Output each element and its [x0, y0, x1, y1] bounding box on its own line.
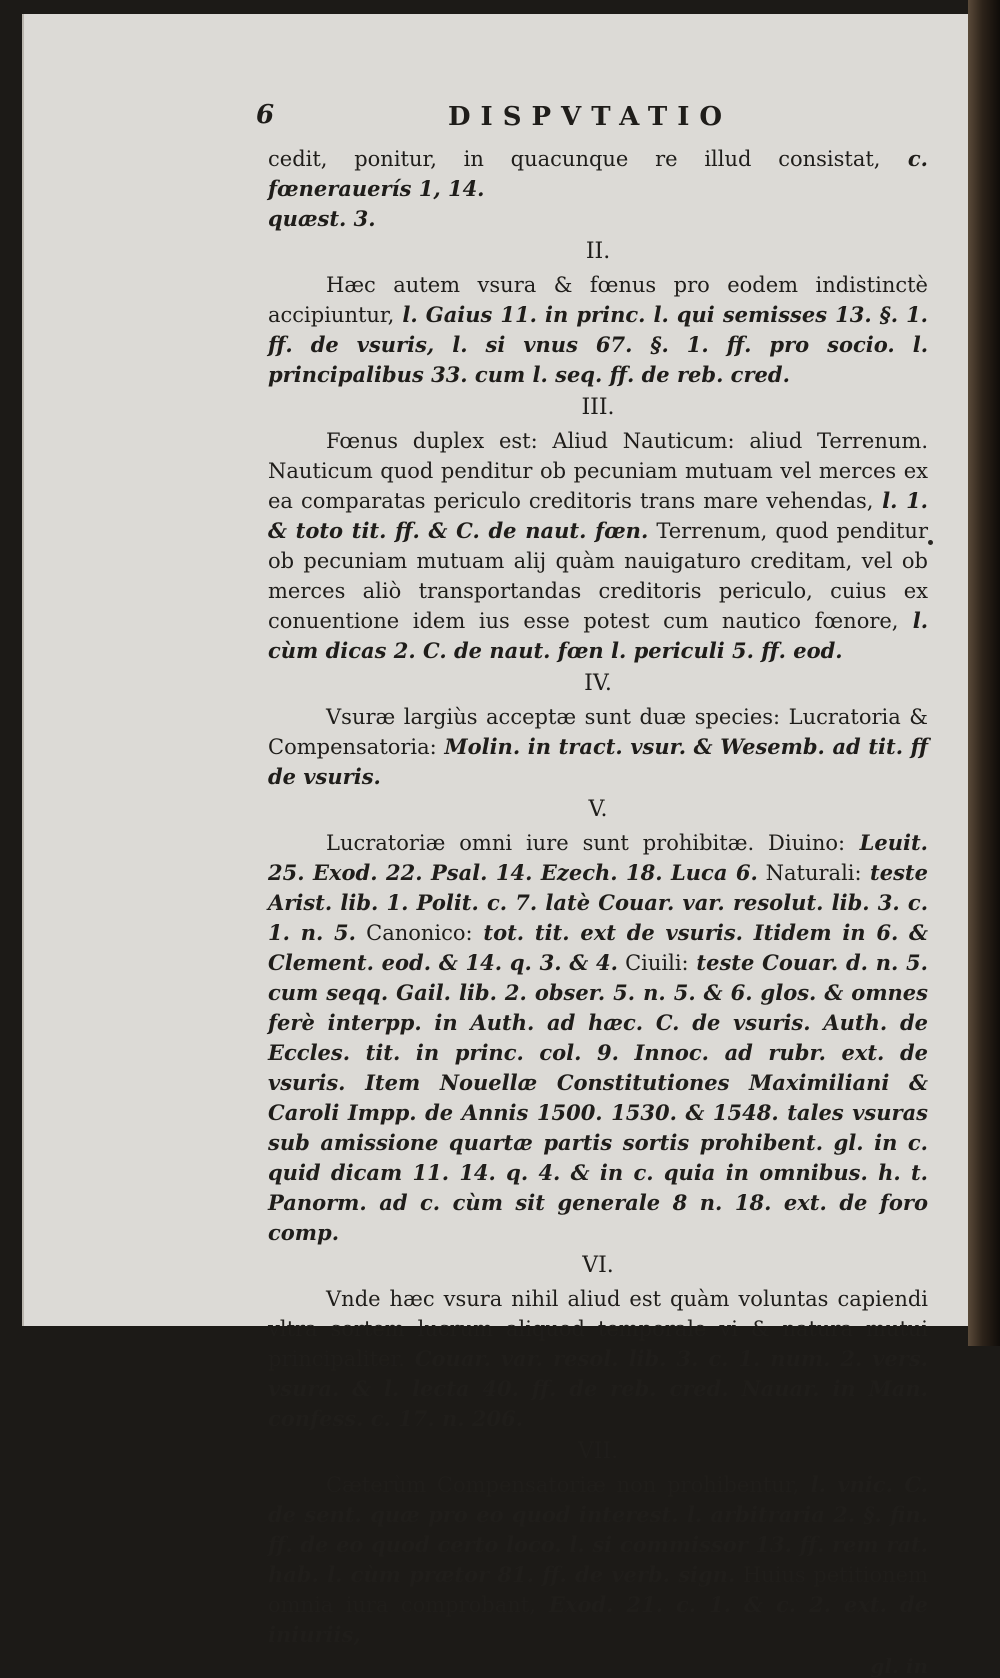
citation: Leuit. 25. Exod. 22. Psal. 14. Ezech. 18. Luca 6.: [268, 830, 928, 885]
text-run: Terrenum, quod penditur ob pecuniam mutuam alij quàm nauigaturo creditam, vel ob merces aliò transportandas creditoris periculo, cuius ex conuentione idem ius esse potest cum nautico fœnore,: [268, 519, 928, 633]
section-number-4: IV.: [584, 671, 612, 696]
text-run: Huius petitionem omnia iura comprobant,: [268, 1563, 928, 1617]
section-number-3: III.: [581, 395, 615, 420]
citation: l. Gaius 11. in princ. l. qui semisses 13. §. 1. ff. de vsuris, l. si vnus 67. §. 1. ff. pro socio. l. principalibus 33. cum l. seq. ff. de reb. cred.: [268, 302, 928, 387]
citation: tot. tit. ext de vsuris. Itidem in 6. & Clement. eod. & 14. q. 3. & 4.: [268, 920, 928, 975]
page-header: [256, 100, 928, 144]
text-run: Cæterùm Compensatoriæ non prohibentur,: [326, 1473, 800, 1497]
paragraph-3: [268, 426, 928, 666]
citation: c. fœnerauerís 1, 14.: [268, 146, 928, 201]
page-text: [256, 100, 929, 1678]
section-number-7: VII.: [577, 1439, 619, 1464]
citation: Molin. in tract. vsur. & Wesemb. ad tit. ff de vsuris.: [268, 734, 928, 789]
paragraph-5: [268, 828, 928, 1248]
ink-speck: [928, 540, 933, 545]
section-number-6: VI.: [582, 1253, 614, 1278]
paragraph-7: [268, 1470, 928, 1650]
text-run: Ciuili:: [617, 951, 689, 975]
catchword: gl. in: [870, 1654, 928, 1678]
citation: teste Couar. d. n. 5. cum seqq. Gail. lib. 2. obser. 5. n. 5. & 6. glos. & omnes ferè interpp. in Auth. ad hæc. C. de vsuris. Auth. de Eccles. tit. in princ. col. 9. Innoc. ad rubr. ext. de vsuris. Item Nouellæ Constitutiones Maximiliani & Caroli Impp. de Annis 1500. 1530. & 1548. tales vsuras sub amissione quartæ partis sortis prohibent. gl. in c. quid dicam 11. 14. q. 4. & in c. quia in omnibus. h. t. Panorm. ad c. cùm sit generale 8 n. 18. ext. de foro comp.: [268, 950, 928, 1245]
text-run: Naturali:: [757, 861, 862, 885]
book-spine: [968, 0, 1000, 1346]
text-run: Canonico:: [355, 921, 473, 945]
page-number: 6: [256, 100, 275, 130]
text-run: cedit, ponitur, in quacunque re illud consistat,: [268, 147, 881, 171]
citation: Couar. var. resol. lib. 3. c. 1. num. 2. vers. vsura. & l. lecta 40. ff. de reb. cred. Nauar. in Man. confess. c. 17. n. 206.: [268, 1346, 928, 1431]
section-number-5: V.: [588, 797, 608, 822]
section-number-2: II.: [585, 239, 611, 264]
paragraph-6: [268, 1284, 928, 1434]
citation: teste Arist. lib. 1. Polit. c. 7. latè Couar. var. resolut. lib. 3. c. 1. n. 5.: [268, 860, 928, 945]
citation: l. 1. & toto tit. ff. & C. de naut. fœn.: [268, 488, 928, 543]
text-run: Vsuræ largiùs acceptæ sunt duæ species: Lucratoria & Compensatoria:: [268, 705, 928, 759]
text-run: Vnde hæc vsura nihil aliud est quàm voluntas capiendi vltra sortem lucrum aliquod temporale vi & natura mutui principaliter.: [268, 1287, 928, 1371]
citation: l. cùm dicas 2. C. de naut. fœn l. periculi 5. ff. eod.: [268, 608, 929, 663]
citation: l. vnic. C. de sent. quæ pro eo quod interest. l. arbitraria 2. §. fin. ff. de eo quod certo loco. l. si commissor 13. ff. rem rat. hab. l. cùm prætor 81. ff. de verb. sign.: [268, 1472, 928, 1587]
text-run: Fœnus duplex est: Aliud Nauticum: aliud Terrenum. Nauticum quod penditur ob pecuniam mutuam vel merces ex ea comparatas periculo creditoris trans mare vehendas,: [268, 429, 928, 513]
paragraph-4: [268, 702, 928, 792]
paragraph-1: [268, 144, 928, 234]
text-run: Lucratoriæ omni iure sunt prohibitæ. Diuino:: [326, 831, 846, 855]
running-head: DISPVTATIO: [448, 102, 733, 132]
text-run: Hæc autem vsura & fœnus pro eodem indistinctè accipiuntur,: [268, 273, 928, 327]
paragraph-2: [268, 270, 928, 390]
citation: Exod. 21. c. 1. & c. 2. ext. de iniuriis,: [268, 1592, 928, 1647]
citation: quæst. 3.: [268, 206, 376, 231]
